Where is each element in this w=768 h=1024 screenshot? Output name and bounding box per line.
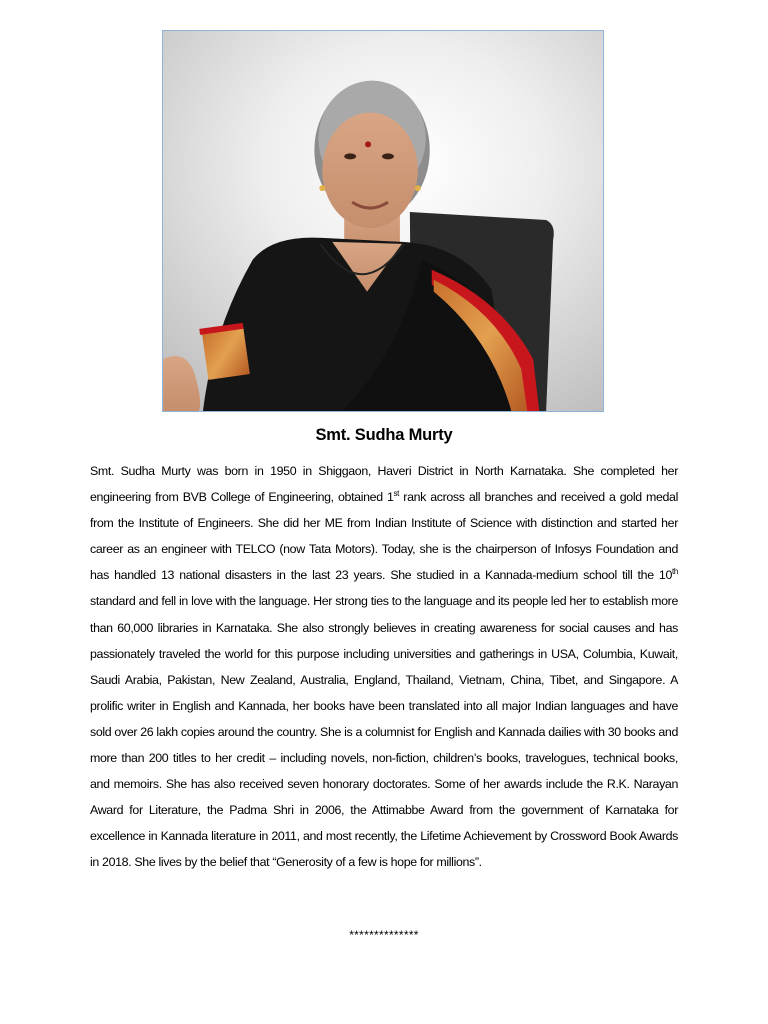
bio-text-2: rank across all branches and received a gold medal from the Institute of Engineers. She did her ME from Indian Institute of Science with distinction and started her career as an engineer with TELCO (now Tata Motors). Today, she is the chairperson of Infosys Foundation and has handled 13 national disasters in the last 23 years. She studied in a Kannada-medium school till the 10	[90, 490, 678, 583]
asterisk-separator: **************	[349, 928, 419, 942]
bio-text-1: Smt. Sudha Murty was born in 1950 in Shiggaon, Haveri District in North Karnataka. She completed her engineering from BVB College of Engineering, obtained 1	[90, 464, 678, 505]
biography-paragraph	[90, 458, 678, 876]
bio-text-3: standard and fell in love with the language. Her strong ties to the language and its people led her to establish more than 60,000 libraries in Karnataka. She also strongly believes in creating awareness for social causes and has passionately traveled the world for this purpose including universities and gatherings in USA, Columbia, Kuwait, Saudi Arabia, Pakistan, New Zealand, Australia, England, Thailand, Vietnam, China, Tibet, and Singapore. A prolific writer in English and Kannada, her books have been translated into all major Indian languages and have sold over 26 lakh copies around the country. She is a columnist for English and Kannada dailies with 30 books and more than 200 titles to her credit – including novels, non-fiction, children’s books, travelogues, technical books, and memoirs. She has also received seven honorary doctorates. Some of her awards include the R.K. Narayan Award for Literature, the Padma Shri in 2006, the Attimabbe Award from the government of Karnataka for excellence in Kannada literature in 2011, and most recently, the Lifetime Achievement by Crossword Book Awards in 2018. She lives by the belief that “Generosity of a few is hope for millions”.	[90, 594, 678, 870]
portrait-photo	[162, 30, 604, 412]
ordinal-suffix-1st: st	[393, 489, 400, 499]
ordinal-suffix-10th: th	[672, 567, 678, 577]
portrait-illustration	[163, 31, 603, 411]
page-title: Smt. Sudha Murty	[315, 426, 453, 444]
